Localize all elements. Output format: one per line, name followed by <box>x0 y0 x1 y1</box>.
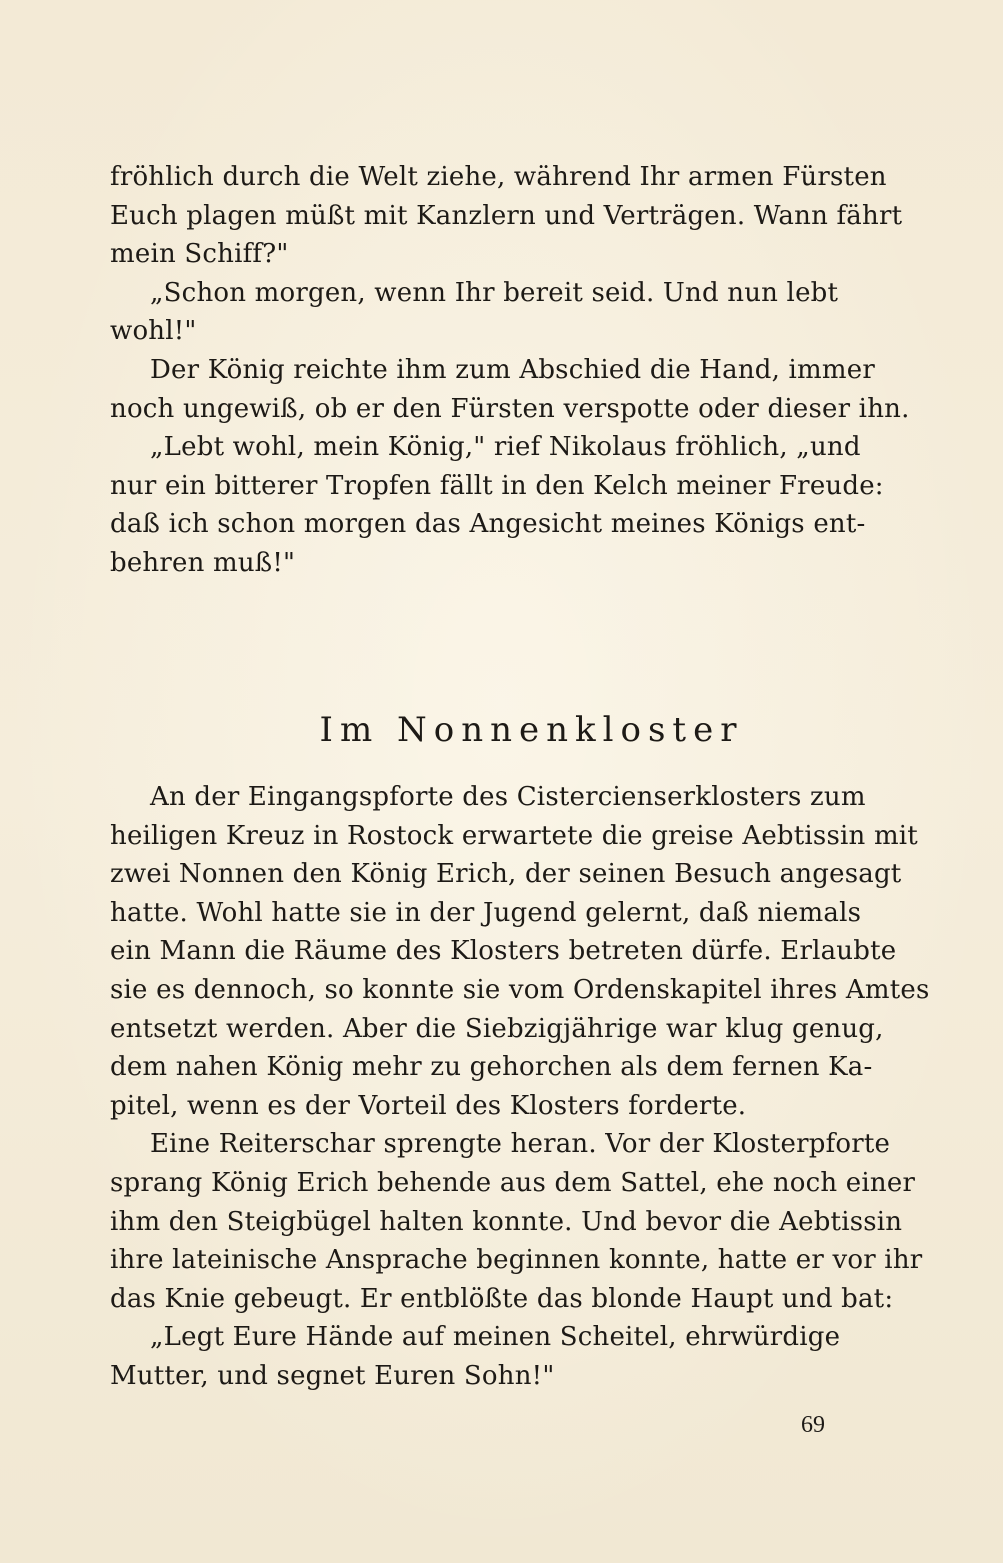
text-line: das Knie gebeugt. Er entblößte das blonde Haupt und bat: <box>110 1283 894 1314</box>
text-block-bottom <box>110 778 930 1396</box>
chapter-heading: Im Nonnenkloster <box>319 710 744 750</box>
text-line: noch ungewiß, ob er den Fürsten verspotte oder dieser ihn. <box>110 393 910 424</box>
text-line: „Lebt wohl, mein König," rief Nikolaus fröhlich, „und <box>150 432 861 463</box>
text-line: heiligen Kreuz in Rostock erwartete die greise Aebtissin mit <box>110 820 918 851</box>
text-line: Der König reichte ihm zum Abschied die Hand, immer <box>150 354 875 385</box>
text-line: „Legt Eure Hände auf meinen Scheitel, ehrwürdige <box>150 1322 841 1353</box>
text-line: pitel, wenn es der Vorteil des Klosters forderte. <box>110 1090 747 1121</box>
text-line: hatte. Wohl hatte sie in der Jugend gelernt, daß niemals <box>110 897 862 928</box>
text-line: ein Mann die Räume des Klosters betreten dürfe. Erlaubte <box>110 936 897 967</box>
text-line: ihm den Steigbügel halten konnte. Und bevor die Aebtissin <box>110 1206 903 1237</box>
text-line: wohl!" <box>110 316 197 347</box>
text-line: Eine Reiterschar sprengte heran. Vor der Klosterpforte <box>150 1129 891 1160</box>
text-block-top <box>110 158 910 583</box>
text-line: ihre lateinische Ansprache beginnen konnte, hatte er vor ihr <box>110 1245 923 1276</box>
text-line: zwei Nonnen den König Erich, der seinen Besuch angesagt <box>110 859 902 890</box>
page-number: 69 <box>801 1412 825 1438</box>
text-line: mein Schiff?" <box>110 239 289 270</box>
text-line: entsetzt werden. Aber die Siebzigjährige war klug genug, <box>110 1013 884 1044</box>
text-line: fröhlich durch die Welt ziehe, während Ihr armen Fürsten <box>110 162 887 192</box>
text-line: dem nahen König mehr zu gehorchen als dem fernen Ka- <box>110 1052 873 1083</box>
text-line: daß ich schon morgen das Angesicht meines Königs ent- <box>110 509 866 540</box>
text-line: sie es dennoch, so konnte sie vom Ordenskapitel ihres Amtes <box>110 974 930 1005</box>
text-line: behren muß!" <box>110 547 296 578</box>
text-line: „Schon morgen, wenn Ihr bereit seid. Und nun lebt <box>150 277 839 308</box>
text-line: Mutter, und segnet Euren Sohn!" <box>110 1360 555 1391</box>
text-line: sprang König Erich behende aus dem Sattel, ehe noch einer <box>110 1167 916 1198</box>
text-line: nur ein bitterer Tropfen fällt in den Kelch meiner Freude: <box>110 470 884 501</box>
text-line: An der Eingangspforte des Cistercienserklosters zum <box>150 782 866 812</box>
text-line: Euch plagen müßt mit Kanzlern und Verträgen. Wann fährt <box>110 200 903 231</box>
